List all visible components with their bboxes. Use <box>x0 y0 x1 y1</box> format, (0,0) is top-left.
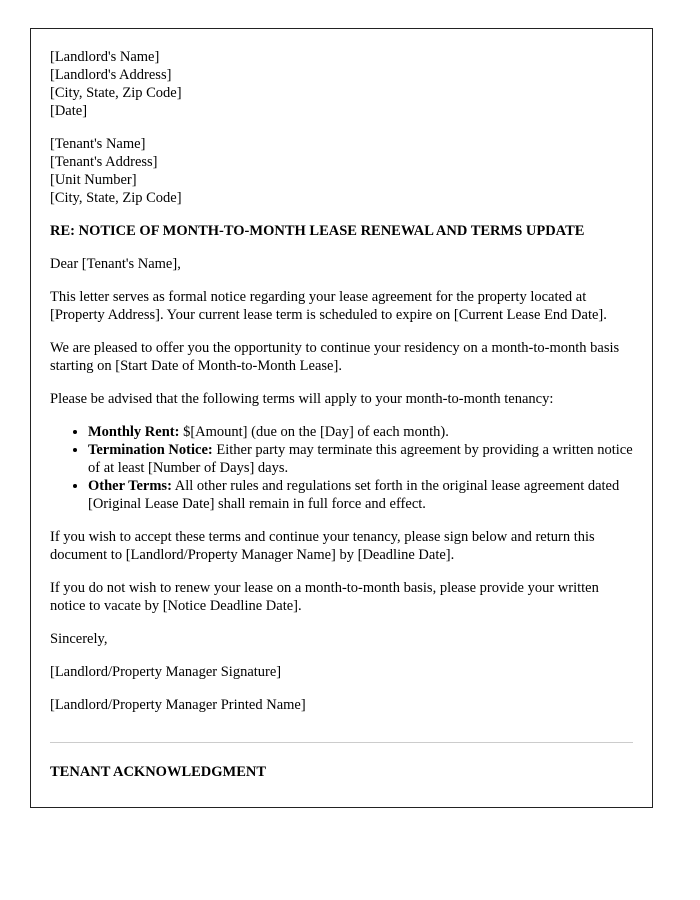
term-other-terms-text: All other rules and regulations set forth in the original lease agreement dated [Original Lease Date] shall remain in full force and effect. <box>88 478 620 512</box>
paragraph-lease-notice: This letter serves as formal notice regarding your lease agreement for the property located at [Property Address]. Your current lease term is scheduled to expire on [Current Lease End Date]. <box>50 289 607 323</box>
section-divider <box>50 742 633 743</box>
term-other-terms-label: Other Terms: <box>88 478 172 494</box>
signature-placeholder: [Landlord/Property Manager Signature] <box>50 664 282 680</box>
closing-sincerely: Sincerely, <box>50 631 108 647</box>
term-termination-notice-label: Termination Notice: <box>88 442 213 458</box>
paragraph-terms-intro: Please be advised that the following terms will apply to your month-to-month tenancy: <box>50 391 554 407</box>
tenant-address: [Tenant's Address] <box>50 154 158 170</box>
letter-date: [Date] <box>50 103 88 119</box>
landlord-name: [Landlord's Name] <box>50 49 160 65</box>
letter-document <box>30 28 653 808</box>
term-termination-notice <box>88 441 633 477</box>
salutation: Dear [Tenant's Name], <box>50 256 181 272</box>
printed-name-placeholder: [Landlord/Property Manager Printed Name] <box>50 697 306 713</box>
tenant-unit-number: [Unit Number] <box>50 172 137 188</box>
paragraph-renewal-offer: We are pleased to offer you the opportunity to continue your residency on a month-to-month basis starting on [Start Date of Month-to-Month Lease]. <box>50 340 620 374</box>
subject-line: RE: NOTICE OF MONTH-TO-MONTH LEASE RENEWAL AND TERMS UPDATE <box>50 223 585 239</box>
landlord-address-block <box>50 48 633 120</box>
tenant-city-state-zip: [City, State, Zip Code] <box>50 190 182 206</box>
term-monthly-rent-text: $[Amount] (due on the [Day] of each month). <box>179 424 449 440</box>
paragraph-accept-instructions: If you wish to accept these terms and continue your tenancy, please sign below and return this document to [Landlord/Property Manager Name] by [Deadline Date]. <box>50 529 595 563</box>
tenant-address-block <box>50 135 633 207</box>
paragraph-decline-instructions: If you do not wish to renew your lease on a month-to-month basis, please provide your written notice to vacate by [Notice Deadline Date]. <box>50 580 599 614</box>
landlord-address: [Landlord's Address] <box>50 67 172 83</box>
term-monthly-rent <box>88 423 633 441</box>
terms-list <box>50 423 633 513</box>
tenant-acknowledgment-heading: TENANT ACKNOWLEDGMENT <box>50 764 267 780</box>
term-other-terms <box>88 477 633 513</box>
term-termination-notice-text: Either party may terminate this agreement by providing a written notice of at least [Number of Days] days. <box>88 442 633 476</box>
tenant-name: [Tenant's Name] <box>50 136 146 152</box>
landlord-city-state-zip: [City, State, Zip Code] <box>50 85 182 101</box>
term-monthly-rent-label: Monthly Rent: <box>88 424 180 440</box>
